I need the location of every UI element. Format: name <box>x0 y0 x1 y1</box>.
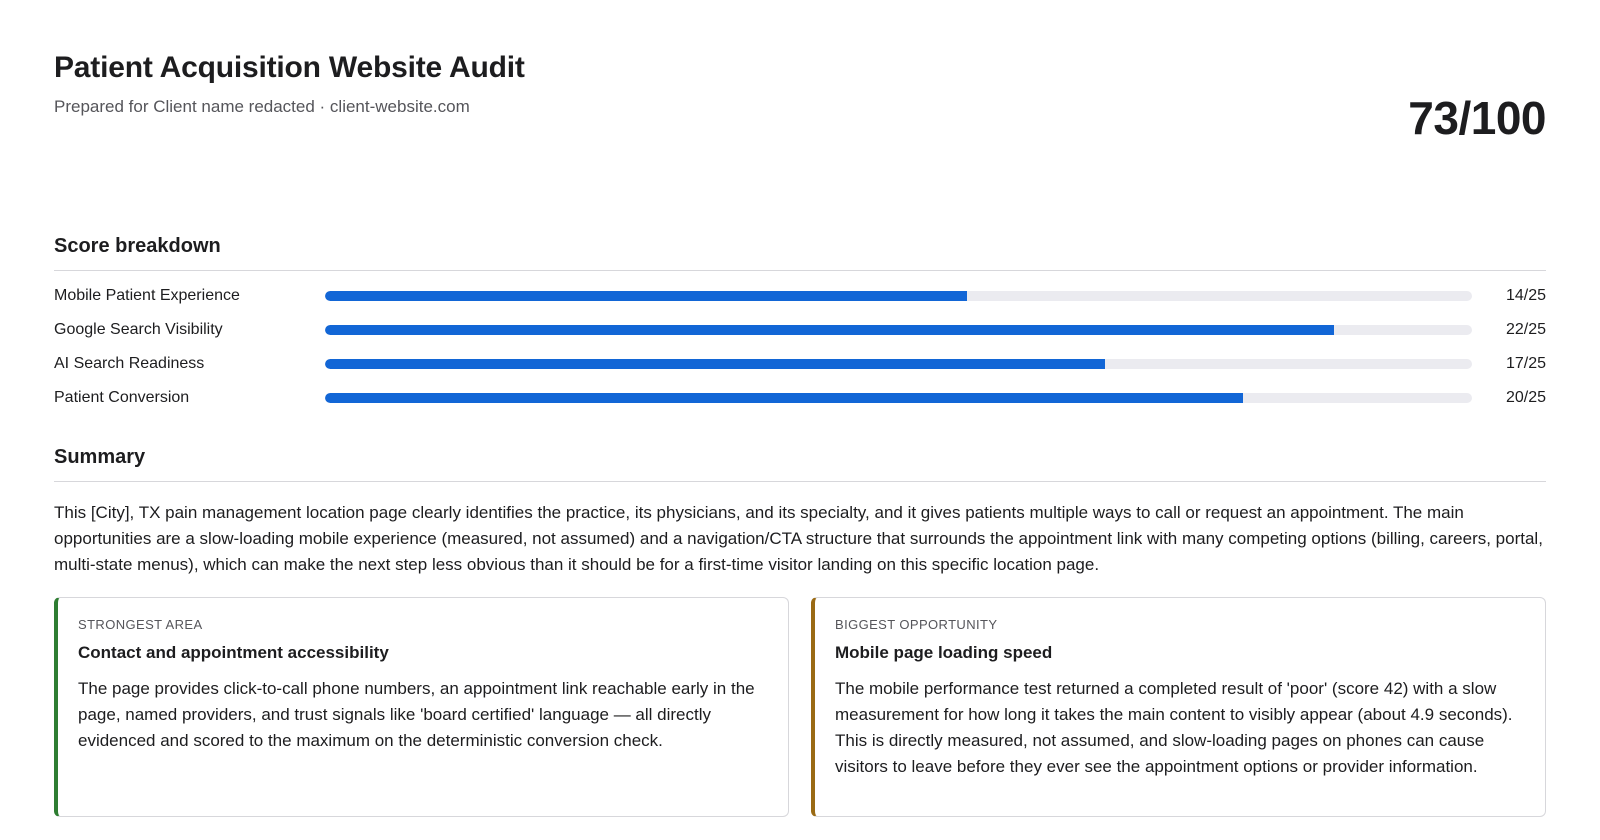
card-title: Contact and appointment accessibility <box>78 643 389 662</box>
score-bar-track <box>325 393 1472 403</box>
score-breakdown-section <box>54 232 1546 415</box>
score-row-value: 14/25 <box>1505 287 1546 304</box>
score-bar-fill <box>325 393 1243 403</box>
strongest-area-card <box>54 597 789 817</box>
page-title: Patient Acquisition Website Audit <box>54 51 525 84</box>
score-row-label: Patient Conversion <box>54 389 190 406</box>
summary-text: This [City], TX pain management location page clearly identifies the practice, its physicians, and its specialty, and it gives patients multiple ways to call or request an appointment. The main opportunities are a slow-loading mobile experience (measured, not assumed) and a navigation/CTA structure that surrounds the appointment link with many competing options (billing, careers, portal, multi-state menus), which can make the next step less obvious than it should be for a first-time visitor landing on this specific location page. <box>54 503 1543 574</box>
score-bar-fill <box>325 359 1105 369</box>
biggest-opportunity-card <box>811 597 1546 817</box>
summary-section <box>54 443 1546 578</box>
score-row-label: AI Search Readiness <box>54 355 205 372</box>
score-row-conversion <box>54 381 1546 415</box>
score-bar-track <box>325 359 1472 369</box>
summary-title: Summary <box>54 443 1546 482</box>
score-row-label: Mobile Patient Experience <box>54 287 240 304</box>
score-row-label: Google Search Visibility <box>54 321 223 338</box>
score-bar-fill <box>325 291 967 301</box>
overall-score: 73/100 <box>1408 92 1546 144</box>
card-body: The mobile performance test returned a completed result of 'poor' (score 42) with a slow measurement for how long it takes the main content to visibly appear (about 4.9 seconds). This is directly measured, not assumed, and slow-loading pages on phones can cause visitors to leave before they ever see the appointment options or provider information. <box>835 679 1513 776</box>
score-row-value: 22/25 <box>1505 321 1546 338</box>
score-bar-track <box>325 291 1472 301</box>
score-row-ai <box>54 347 1546 381</box>
card-body: The page provides click-to-call phone numbers, an appointment link reachable early in the page, named providers, and trust signals like 'board certified' language — all directly evidenced and scored to the maximum on the deterministic conversion check. <box>78 679 755 750</box>
score-row-mobile <box>54 279 1546 313</box>
score-breakdown-title: Score breakdown <box>54 232 1546 271</box>
page-subtitle: Prepared for Client name redacted · client-website.com <box>54 97 470 116</box>
card-title: Mobile page loading speed <box>835 643 1053 662</box>
card-eyebrow: BIGGEST OPPORTUNITY <box>835 617 998 632</box>
score-row-value: 20/25 <box>1505 389 1546 406</box>
score-row-google <box>54 313 1546 347</box>
score-bar-fill <box>325 325 1334 335</box>
highlight-cards <box>54 597 1546 817</box>
score-breakdown-list <box>54 279 1546 415</box>
report-header <box>54 48 1546 186</box>
score-bar-track <box>325 325 1472 335</box>
card-eyebrow: STRONGEST AREA <box>78 617 203 632</box>
score-row-value: 17/25 <box>1505 355 1546 372</box>
